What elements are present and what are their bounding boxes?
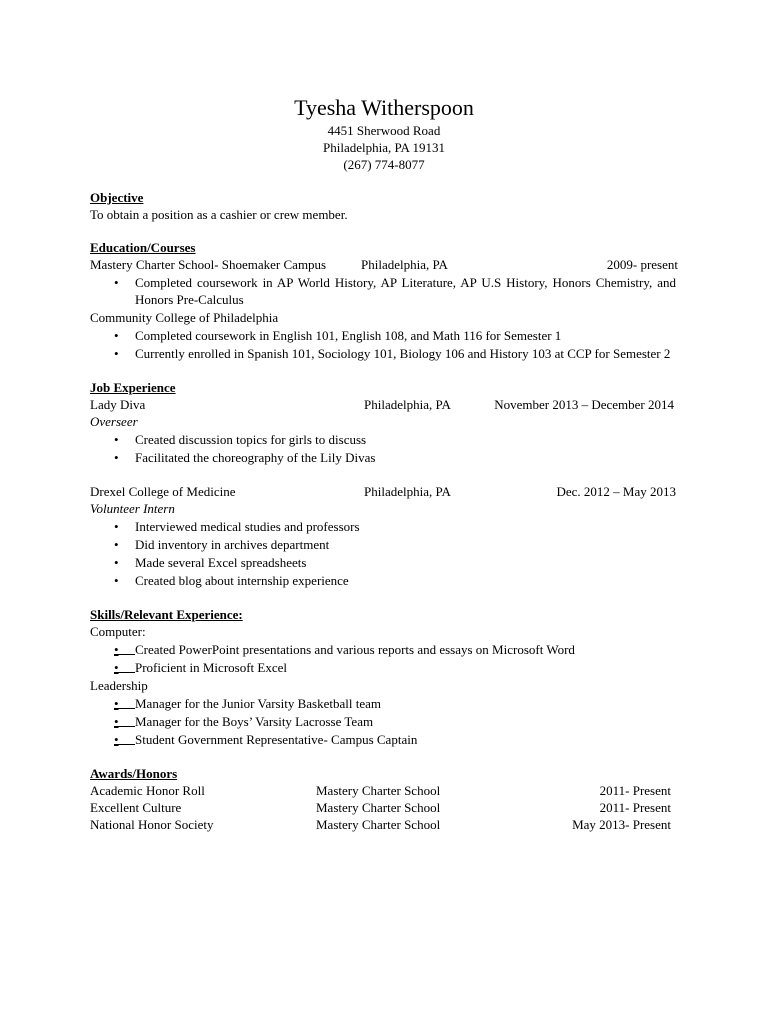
bullet-icon: •	[114, 696, 119, 711]
candidate-name: Tyesha Witherspoon	[294, 95, 474, 120]
award-row	[90, 799, 678, 816]
bullet-icon: •	[114, 714, 119, 729]
award-dates: 2011- Present	[599, 800, 671, 815]
computer-label: Computer:	[90, 624, 146, 639]
list-item: • Student Government Representative- Campus Captain	[114, 732, 418, 747]
job-location: Philadelphia, PA	[364, 484, 451, 499]
award-row	[90, 816, 678, 833]
bullet-icon: •	[114, 450, 119, 465]
list-item: • Manager for the Boys’ Varsity Lacrosse Team	[114, 714, 374, 729]
education-heading: Education/Courses	[90, 240, 196, 255]
education-1-bullets	[90, 274, 678, 308]
list-item: • Completed coursework in AP World History, AP Literature, AP U.S History, Honors Chemistry, and Honors Pre-Calculus	[114, 275, 676, 307]
award-name: Excellent Culture	[90, 800, 182, 815]
awards-heading: Awards/Honors	[90, 766, 178, 781]
list-item: • Made several Excel spreadsheets	[114, 555, 307, 570]
job-title: Volunteer Intern	[90, 501, 175, 516]
job-title: Overseer	[90, 414, 138, 429]
bullet-icon: •	[114, 432, 119, 447]
address-line-2: Philadelphia, PA 19131	[323, 140, 445, 155]
award-org: Mastery Charter School	[316, 800, 441, 815]
objective-text: To obtain a position as a cashier or crew member.	[90, 207, 348, 222]
resume-page	[90, 94, 678, 833]
employer-name: Lady Diva	[90, 397, 146, 412]
list-item: • Created blog about internship experience	[114, 573, 349, 588]
computer-skills-list	[90, 641, 678, 676]
list-item: • Did inventory in archives department	[114, 537, 330, 552]
award-name: National Honor Society	[90, 817, 214, 832]
bullet-icon: •	[114, 555, 119, 570]
bullet-icon: •	[114, 573, 119, 588]
school-name: Mastery Charter School- Shoemaker Campus	[90, 257, 327, 272]
bullet-icon: •	[114, 275, 119, 290]
list-item: • Interviewed medical studies and professors	[114, 519, 360, 534]
list-item: • Proficient in Microsoft Excel	[114, 660, 287, 675]
employer-name: Drexel College of Medicine	[90, 484, 236, 499]
job-location: Philadelphia, PA	[364, 397, 451, 412]
phone-number: (267) 774-8077	[343, 157, 425, 172]
leadership-skills-list	[90, 695, 678, 748]
award-row	[90, 782, 678, 799]
bullet-icon: •	[114, 537, 119, 552]
list-item: • Created discussion topics for girls to discuss	[114, 432, 367, 447]
list-item: • Completed coursework in English 101, English 108, and Math 116 for Semester 1	[114, 328, 562, 343]
award-dates: 2011- Present	[599, 783, 671, 798]
leadership-label: Leadership	[90, 678, 148, 693]
job-entry-2	[90, 483, 678, 500]
award-name: Academic Honor Roll	[90, 783, 205, 798]
award-org: Mastery Charter School	[316, 783, 441, 798]
job-dates: Dec. 2012 – May 2013	[556, 484, 676, 499]
school-dates: 2009- present	[606, 257, 678, 272]
job-1-bullets	[90, 431, 678, 466]
bullet-icon: •	[114, 642, 119, 657]
list-item: • Currently enrolled in Spanish 101, Sociology 101, Biology 106 and History 103 at CCP for Semester 2	[114, 346, 671, 361]
education-entry-1	[90, 256, 678, 273]
list-item: • Manager for the Junior Varsity Basketball team	[114, 696, 381, 711]
job-experience-heading: Job Experience	[90, 380, 176, 395]
award-dates: May 2013- Present	[572, 817, 671, 832]
bullet-icon: •	[114, 732, 119, 747]
list-item: • Facilitated the choreography of the Lily Divas	[114, 450, 376, 465]
school-name-2: Community College of Philadelphia	[90, 310, 279, 325]
address-line-1: 4451 Sherwood Road	[327, 123, 441, 138]
bullet-icon: •	[114, 660, 119, 675]
school-location: Philadelphia, PA	[361, 257, 448, 272]
bullet-icon: •	[114, 346, 119, 361]
objective-heading: Objective	[90, 190, 144, 205]
job-2-bullets	[90, 518, 678, 589]
list-item: • Created PowerPoint presentations and various reports and essays on Microsoft Word	[114, 642, 575, 657]
award-org: Mastery Charter School	[316, 817, 441, 832]
job-dates: November 2013 – December 2014	[494, 397, 674, 412]
skills-heading: Skills/Relevant Experience:	[90, 607, 243, 622]
bullet-icon: •	[114, 328, 119, 343]
job-entry-1	[90, 396, 678, 413]
bullet-icon: •	[114, 519, 119, 534]
education-2-bullets	[90, 327, 678, 362]
